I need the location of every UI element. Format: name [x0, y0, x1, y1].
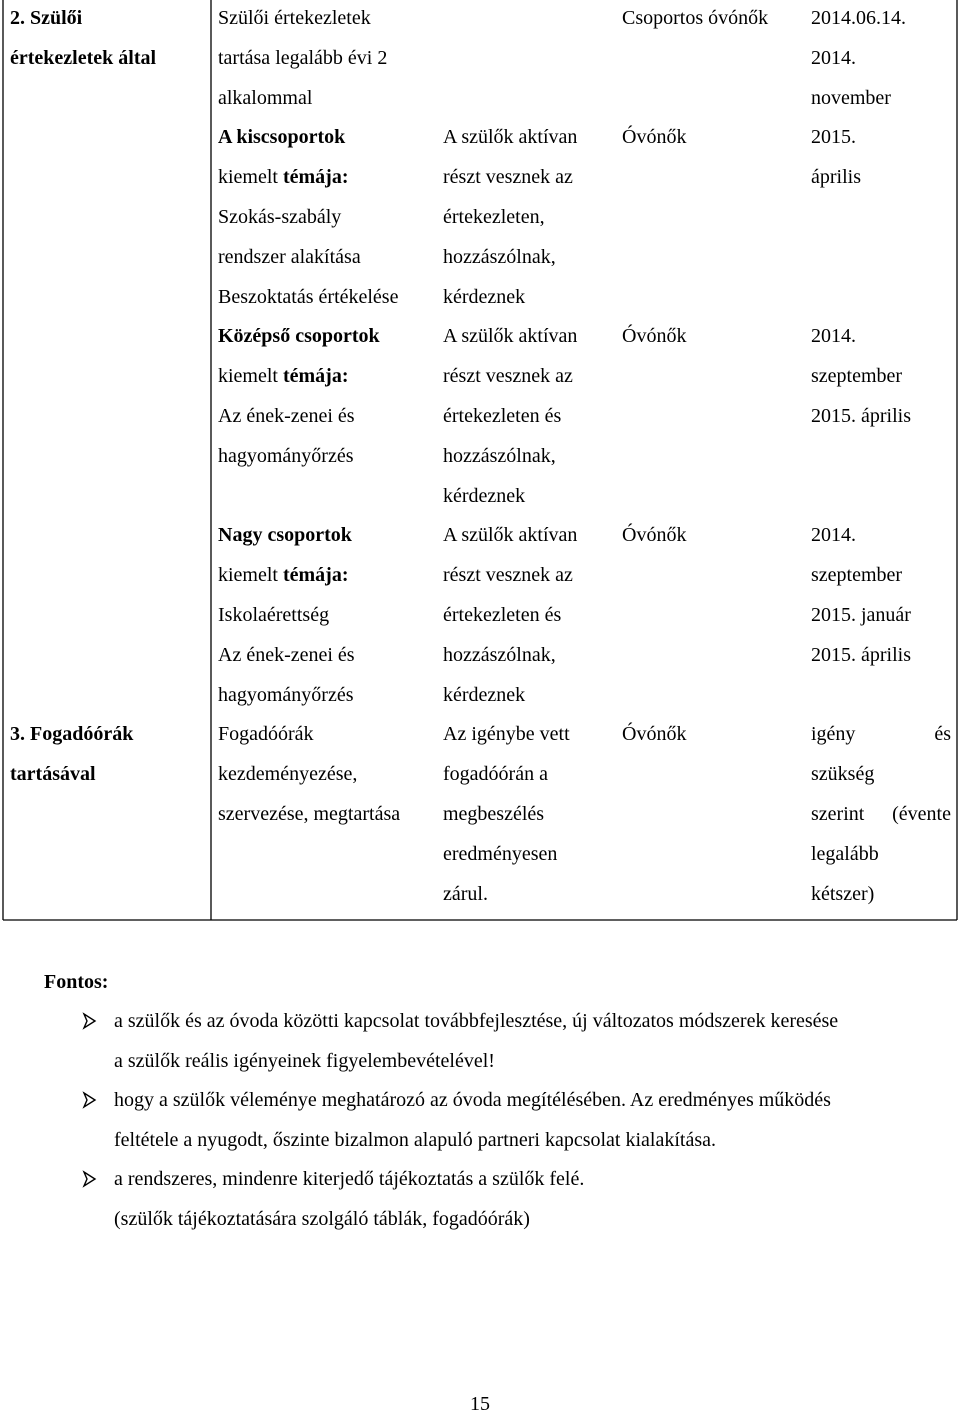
indicator-line: kérdeznek: [443, 285, 526, 308]
indicator-line: kérdeznek: [443, 683, 526, 706]
indicator-line: A szülők aktívan: [443, 325, 578, 348]
deadline-line: 2014.06.14.: [811, 7, 906, 29]
note-line: hogy a szülők véleménye meghatározó az óvoda megítélésében. Az eredményes működés: [114, 1089, 831, 1112]
section-title: 2. Szülői: [10, 7, 83, 29]
responsible-line: Csoportos óvónők: [622, 7, 769, 29]
responsible-line: Óvónők: [622, 126, 687, 149]
task-line: Az ének-zenei és: [218, 405, 355, 427]
responsible-line: Óvónők: [622, 723, 687, 746]
indicator-line: kérdeznek: [443, 484, 526, 507]
task-text: kiemelt: [218, 564, 283, 587]
indicator-line: értekezleten,: [443, 206, 545, 228]
task-line: Az ének-zenei és: [218, 643, 355, 666]
arrowhead-bullet-icon: [80, 1090, 100, 1110]
section-title: tartásával: [10, 763, 96, 786]
task-line: Szülői értekezletek: [218, 7, 371, 29]
indicator-line: értekezleten és: [443, 604, 562, 626]
task-line: hagyományőrzés: [218, 444, 354, 467]
deadline-line: szükség: [811, 763, 875, 786]
deadline-line: (évente: [892, 803, 951, 825]
deadline-line: 2015. január: [811, 604, 911, 626]
task-text-bold: témája:: [282, 564, 349, 587]
task-line: alkalommal: [218, 86, 313, 109]
task-text-bold: témája:: [282, 166, 349, 189]
task-text-bold: témája:: [282, 365, 349, 388]
task-line: [218, 563, 349, 587]
indicator-line: részt vesznek az: [443, 365, 573, 388]
deadline-line: szeptember: [811, 564, 903, 587]
task-text: kiemelt: [218, 365, 283, 388]
deadline-line: igény: [811, 723, 856, 746]
deadline-line: szeptember: [811, 365, 903, 388]
section-title: értekezletek által: [10, 46, 157, 69]
responsible-line: Óvónők: [622, 325, 687, 348]
deadline-line: április: [811, 166, 861, 189]
task-line: szervezése, megtartása: [218, 803, 401, 825]
task-line: hagyományőrzés: [218, 683, 354, 706]
note-line: a szülők reális igényeinek figyelembevételével!: [114, 1049, 495, 1072]
indicator-line: Az igénybe vett: [443, 723, 570, 746]
responsible-line: Óvónők: [622, 524, 687, 547]
section-title: 3. Fogadóórák: [10, 723, 134, 746]
task-line: Középső csoportok: [218, 325, 380, 348]
page-number: 15: [470, 1393, 490, 1415]
note-line: (szülők tájékoztatására szolgáló táblák, fogadóórák): [114, 1208, 530, 1230]
note-line: a rendszeres, mindenre kiterjedő tájékoztatás a szülők felé.: [114, 1168, 585, 1191]
arrowhead-bullet-icon: [80, 1169, 100, 1189]
indicator-line: értekezleten és: [443, 405, 562, 427]
notes-heading: Fontos:: [44, 971, 109, 993]
indicator-line: részt vesznek az: [443, 564, 573, 587]
indicator-line: részt vesznek az: [443, 166, 573, 189]
arrowhead-bullet-icon: [80, 1011, 100, 1031]
deadline-line: november: [811, 86, 891, 109]
deadline-line: 2015.: [811, 126, 856, 149]
task-line: Beszoktatás értékelése: [218, 285, 399, 308]
task-line: A kiscsoportok: [218, 126, 346, 149]
indicator-line: A szülők aktívan: [443, 524, 578, 547]
note-line: a szülők és az óvoda közötti kapcsolat továbbfejlesztése, új változatos módszerek keresése: [114, 1010, 839, 1032]
deadline-line: kétszer): [811, 882, 875, 905]
deadline-line: szerint: [811, 803, 865, 825]
indicator-line: hozzászólnak,: [443, 245, 556, 268]
indicator-line: eredményesen: [443, 842, 558, 865]
deadline-line: 2014.: [811, 46, 856, 69]
task-line: Fogadóórák: [218, 723, 314, 746]
task-line: [218, 165, 349, 189]
task-text: kiemelt: [218, 166, 283, 189]
task-line: Szokás-szabály: [218, 206, 342, 228]
indicator-line: A szülők aktívan: [443, 126, 578, 149]
deadline-line: 2014.: [811, 524, 856, 547]
task-line: rendszer alakítása: [218, 245, 361, 268]
indicator-line: fogadóórán a: [443, 763, 548, 786]
task-line: tartása legalább évi 2: [218, 46, 388, 69]
indicator-line: megbeszélés: [443, 803, 545, 825]
deadline-line: 2014.: [811, 325, 856, 348]
task-line: Nagy csoportok: [218, 524, 352, 547]
indicator-line: hozzászólnak,: [443, 444, 556, 467]
task-line: [218, 364, 349, 388]
deadline-line: 2015. április: [811, 405, 911, 427]
deadline-line: 2015. április: [811, 643, 911, 666]
task-line: kezdeményezése,: [218, 763, 358, 786]
task-line: Iskolaérettség: [218, 604, 330, 626]
note-line: feltétele a nyugodt, őszinte bizalmon alapuló partneri kapcsolat kialakítása.: [114, 1128, 717, 1151]
deadline-line: legalább: [811, 842, 879, 865]
indicator-line: zárul.: [443, 882, 488, 905]
deadline-line: és: [934, 723, 951, 746]
indicator-line: hozzászólnak,: [443, 643, 556, 666]
